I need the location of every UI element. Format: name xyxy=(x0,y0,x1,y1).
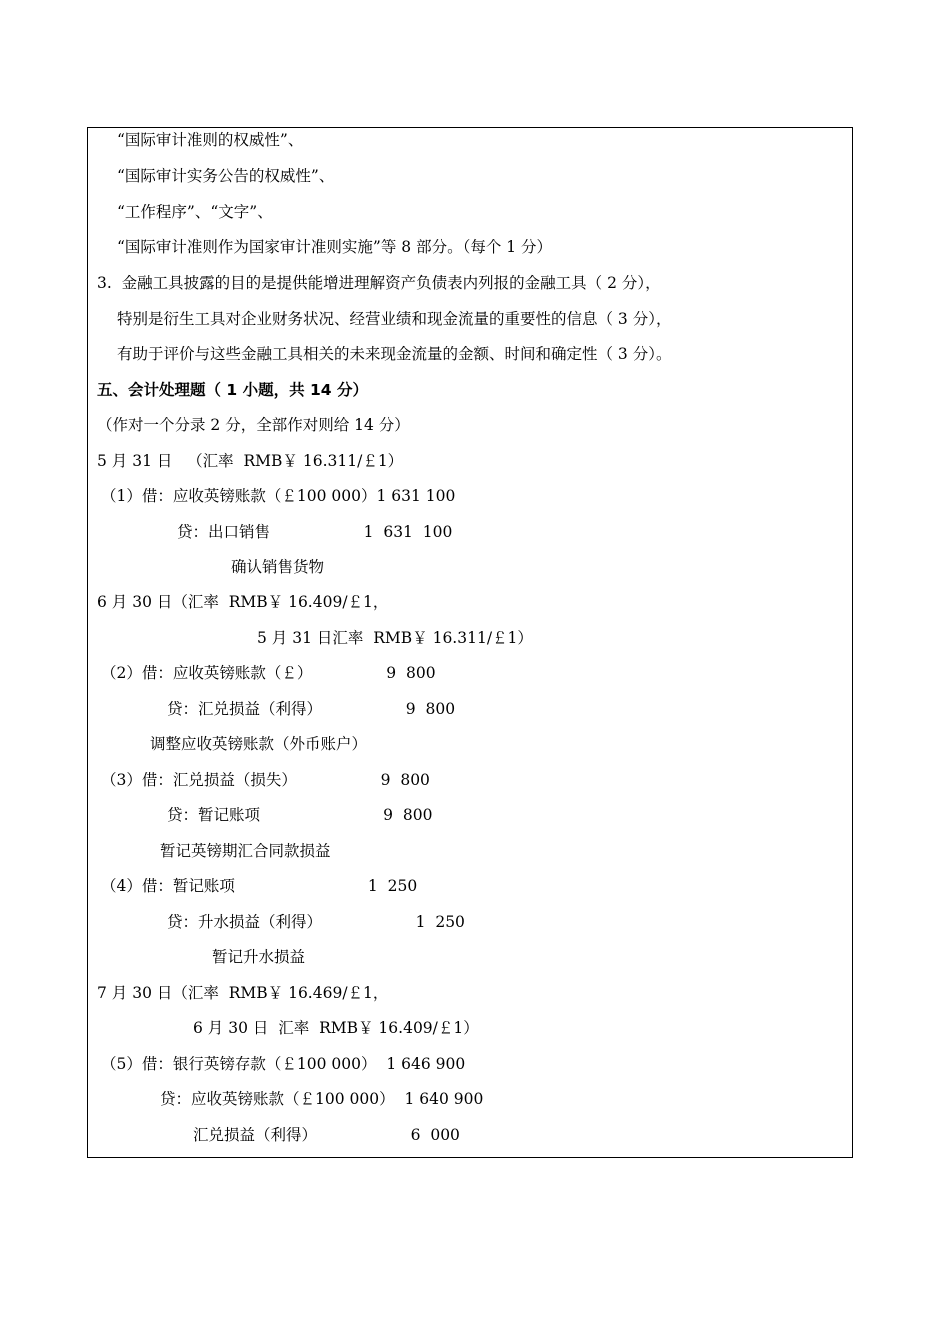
text-line: （作对一个分录 2 分，全部作对则给 14 分） xyxy=(97,416,410,434)
text-line: （3）借：汇兑损益（损失） 9 800 xyxy=(101,771,430,789)
text-line: “国际审计准则作为国家审计准则实施”等 8 部分。（每个 1 分） xyxy=(117,238,553,256)
text-line: 5 月 31 日汇率 RMB￥ 16.311/￡1） xyxy=(257,629,533,647)
text-line: 有助于评价与这些金融工具相关的未来现金流量的金额、时间和确定性（ 3 分）。 xyxy=(117,345,672,363)
text-line: 3. 金融工具披露的目的是提供能增进理解资产负债表内列报的金融工具（ 2 分）， xyxy=(97,274,661,292)
text-line: 汇兑损益（利得） 6 000 xyxy=(193,1126,460,1144)
text-line: 5 月 31 日 （汇率 RMB￥ 16.311/￡1） xyxy=(97,452,404,470)
text-line: 贷：应收英镑账款（￡100 000） 1 640 900 xyxy=(160,1090,484,1108)
section-heading: 五、会计处理题（ 1 小题，共 14 分） xyxy=(97,381,368,399)
text-line: 确认销售货物 xyxy=(231,558,325,576)
text-line: （1）借：应收英镑账款（￡100 000）1 631 100 xyxy=(101,487,456,505)
text-line: 6 月 30 日 汇率 RMB￥ 16.409/￡1） xyxy=(193,1019,479,1037)
text-line: （4）借：暂记账项 1 250 xyxy=(101,877,418,895)
text-line: “国际审计准则的权威性”、 xyxy=(117,131,304,149)
text-line: 贷：升水损益（利得） 1 250 xyxy=(167,913,465,931)
text-line: “国际审计实务公告的权威性”、 xyxy=(117,167,335,185)
text-line: 暂记英镑期汇合同款损益 xyxy=(160,842,331,860)
text-line: 暂记升水损益 xyxy=(212,948,306,966)
text-line: （2）借：应收英镑账款（￡） 9 800 xyxy=(101,664,436,682)
text-line: 7 月 30 日（汇率 RMB￥ 16.469/￡1， xyxy=(97,984,389,1002)
text-line: 调整应收英镑账款（外币账户） xyxy=(150,735,368,753)
text-line: 6 月 30 日（汇率 RMB￥ 16.409/￡1， xyxy=(97,593,389,611)
text-line: 贷：出口销售 1 631 100 xyxy=(177,523,453,541)
text-line: 特别是衍生工具对企业财务状况、经营业绩和现金流量的重要性的信息（ 3 分）， xyxy=(117,310,672,328)
text-line: “工作程序”、“文字”、 xyxy=(117,203,273,221)
text-line: 贷：汇兑损益（利得） 9 800 xyxy=(167,700,456,718)
text-line: 贷：暂记账项 9 800 xyxy=(167,806,433,824)
text-line: （5）借：银行英镑存款（￡100 000） 1 646 900 xyxy=(101,1055,466,1073)
